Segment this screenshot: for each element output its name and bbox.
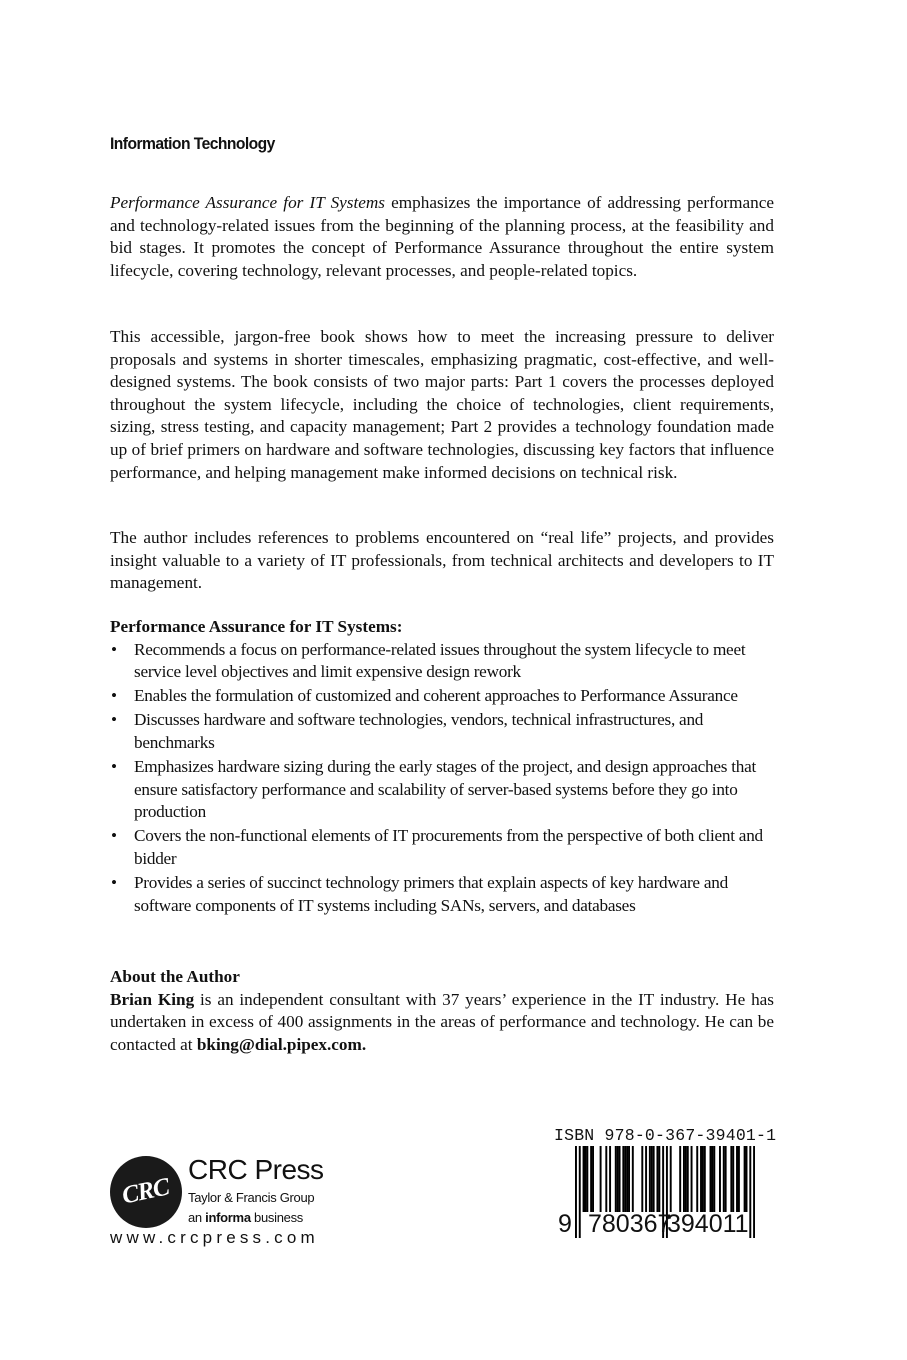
barcode-bar — [696, 1146, 698, 1212]
barcode-bar — [592, 1146, 594, 1212]
isbn-label: ISBN 978-0-367-39401-1 — [554, 1126, 777, 1145]
barcode-bar — [732, 1146, 734, 1212]
publisher-logo — [110, 1152, 340, 1252]
barcode-bar — [645, 1146, 647, 1212]
barcode-bar — [586, 1146, 588, 1212]
list-item: • Discusses hardware and software technologies, vendors, technical infrastructures, and benchmarks — [111, 710, 704, 752]
barcode-lead-digit: 9 — [558, 1210, 572, 1238]
barcode-bar — [691, 1146, 693, 1212]
barcode-left-digits: 780367 — [588, 1210, 672, 1238]
barcode-bar — [617, 1146, 619, 1212]
about-author-title: About the Author — [110, 967, 240, 986]
barcode-bar — [700, 1146, 702, 1212]
barcode-bar — [626, 1146, 628, 1212]
barcode-bar — [679, 1146, 681, 1212]
publisher-group: Taylor & Francis Group — [188, 1190, 315, 1205]
barcode-bar — [710, 1146, 712, 1212]
barcode-bar — [622, 1146, 624, 1212]
publisher-business: an informa business — [188, 1210, 303, 1225]
author-bio: Brian King is an independent consultant with 37 years’ experience in the IT industry. He has undertaken in excess of 400 assignments in the areas of performance and technology. He can be contacted at bking@dial.pipex.com. — [110, 989, 774, 1054]
barcode-bar — [583, 1146, 585, 1212]
description-paragraph: This accessible, jargon-free book shows how to meet the increasing pressure to deliver proposals and systems in shorter timescales, emphasizing pragmatic, cost-effective, and well-designed systems. The book consists of two major parts: Part 1 covers the processes deployed throughout the system lifecycle, including the choice of technologies, client requirements, sizing, stress testing, and capacity management; Part 2 provides a technology foundation made up of brief primers on hardware and software technologies, discussing key factors that influence performance, and helping management make informed decisions on technical risk. — [110, 327, 774, 482]
barcode-bar — [730, 1146, 732, 1212]
barcode-guard-bar — [753, 1146, 755, 1238]
barcode-bar — [702, 1146, 704, 1212]
barcode-bar — [738, 1146, 740, 1212]
barcode-bar — [687, 1146, 689, 1212]
barcode-bar — [624, 1146, 626, 1212]
intro-text: emphasizes the importance of addressing performance and technology-related issues from the beginning of the planning process, at the feasibility and bid stages. It promotes the concept of Performance Assurance throughout the entire system lifecycle, covering technology, relevant processes, and people-related topics. — [110, 193, 774, 280]
bullet-icon: • — [111, 826, 117, 846]
category-label: Information Technology — [110, 134, 275, 153]
book-title: Performance Assurance for IT Systems — [110, 193, 385, 212]
barcode-bar — [649, 1146, 651, 1212]
barcode-bar — [628, 1146, 630, 1212]
barcode-bar — [641, 1146, 643, 1212]
barcode-bar — [711, 1146, 713, 1212]
barcode-bar — [656, 1146, 658, 1212]
barcode-bar — [713, 1146, 715, 1212]
barcode-bar — [600, 1146, 602, 1212]
barcode-bar — [736, 1146, 738, 1212]
barcode-bar — [619, 1146, 621, 1212]
barcode-bar — [723, 1146, 725, 1212]
barcode-guard-bar — [575, 1146, 577, 1238]
barcode-bar — [704, 1146, 706, 1212]
barcode-bar — [590, 1146, 592, 1212]
features-section — [110, 616, 774, 919]
barcode-bar — [719, 1146, 721, 1212]
barcode-bar — [651, 1146, 653, 1212]
author-references-paragraph: The author includes references to problems encountered on “real life” projects, and provides insight valuable to a variety of IT professionals, from technical architects and developers to IT management. — [110, 528, 774, 593]
list-item: • Covers the non-functional elements of IT procurements from the perspective of both client and bidder — [111, 826, 763, 868]
barcode-bar — [584, 1146, 586, 1212]
barcode-bar — [615, 1146, 617, 1212]
barcode-bar — [725, 1146, 727, 1212]
barcode-guard-bar — [749, 1146, 751, 1238]
bullet-icon: • — [111, 686, 117, 706]
publisher-url: www.crcpress.com — [110, 1228, 319, 1247]
about-author-section — [110, 966, 774, 1056]
author-name: Brian King — [110, 989, 195, 1009]
barcode-bar — [609, 1146, 611, 1212]
barcode-bar — [605, 1146, 607, 1212]
barcode-bar — [653, 1146, 655, 1212]
barcode-bar — [746, 1146, 748, 1212]
isbn-barcode — [550, 1126, 782, 1252]
intro-paragraph — [110, 192, 774, 282]
publisher-name: CRC Press — [188, 1154, 324, 1185]
barcode-bar — [744, 1146, 746, 1212]
list-item: • Enables the formulation of customized and coherent approaches to Performance Assurance — [110, 685, 774, 708]
barcode-bar — [658, 1146, 660, 1212]
features-list — [110, 639, 774, 918]
bullet-icon: • — [111, 757, 117, 777]
features-title: Performance Assurance for IT Systems: — [110, 617, 403, 636]
list-item: • Emphasizes hardware sizing during the early stages of the project, and design approaches that ensure satisfactory performance and scalability of server-based systems before they go into production — [111, 757, 757, 822]
barcode-bar — [685, 1146, 687, 1212]
bullet-icon: • — [111, 710, 117, 730]
barcode-bar — [632, 1146, 634, 1212]
barcode-right-digits: 394011 — [667, 1210, 749, 1238]
barcode-bar — [670, 1146, 672, 1212]
crc-logo-icon: CRC — [110, 1156, 182, 1228]
list-item: • Recommends a focus on performance-related issues throughout the system lifecycle to meet service level objectives and limit expensive design rework — [111, 639, 746, 682]
author-email: bking@dial.pipex.com. — [196, 1034, 367, 1054]
barcode-bar — [683, 1146, 685, 1212]
barcode-guard-bar — [579, 1146, 581, 1238]
bullet-icon: • — [111, 639, 117, 659]
list-item: • Provides a series of succinct technology primers that explain aspects of key hardware and software components of IT systems including SANs, servers, and databases — [111, 873, 728, 915]
bullet-icon: • — [111, 873, 117, 893]
